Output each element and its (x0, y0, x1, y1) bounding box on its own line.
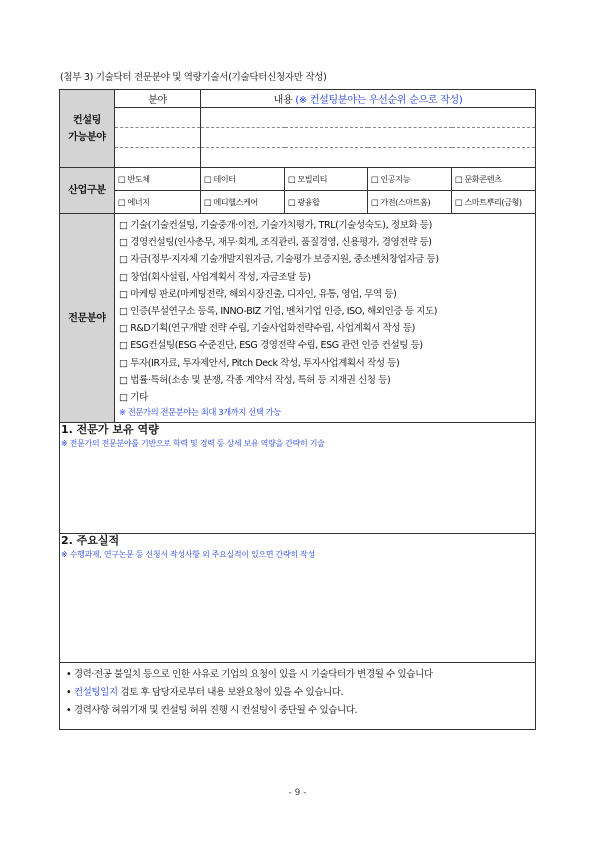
notice-item-2 (66, 684, 535, 702)
specialty-checkbox-rnd[interactable]: □ R&D기획(연구개발 전략 수립, 기술사업화전략수립, 사업계획서 작성 등) (119, 323, 415, 335)
achievements-note: ※ 수행과제, 연구논문 등 신청서 작성사항 외 주요실적이 있으면 간략히 작성 (61, 550, 315, 560)
specialty-row-label: 전문분야 (60, 214, 115, 423)
competency-section[interactable] (60, 423, 536, 534)
specialty-checkbox-certification[interactable]: □ 인증(부설연구소 등록, INNO-BIZ 기업, 벤처기업 인증, ISO, 해외인증 등 지도) (119, 306, 438, 318)
col-header-content-label: 내용 (273, 95, 293, 106)
consulting-label-line2: 가능분야 (68, 131, 106, 143)
consulting-log-link[interactable]: 컨설팅일지 (73, 687, 118, 699)
industry-checkbox-mobility[interactable]: □ 모빌리티 (285, 168, 368, 191)
industry-checkbox-ai[interactable]: □ 인공지능 (368, 168, 452, 191)
document-caption: (첨부 3) 기술닥터 전문분야 및 역량기술서(기술닥터신청자만 작성) (60, 72, 327, 83)
industry-checkbox-semiconductor[interactable]: □ 반도체 (115, 168, 201, 191)
col-header-content (201, 90, 536, 108)
achievements-section[interactable] (60, 534, 536, 663)
competency-note: ※ 전문가의 전문분야를 기반으로 학력 및 경력 등 상세 보유 역량을 간략히 기술 (61, 439, 325, 449)
notice-item-1: • 경력·전공 불일치 등으로 인한 사유로 기업의 요청이 있을 시 기술닥터가 변경될 수 있습니다 (66, 669, 433, 681)
col-header-content-note: (※ 컨설팅분야는 우선순위 순으로 작성) (295, 95, 463, 106)
page-number: - 9 - (288, 788, 307, 798)
industry-checkbox-medi-healthcare[interactable]: □ 메디헬스케어 (201, 191, 285, 214)
industry-checkbox-smart-root[interactable]: □ 스마트뿌리(금형) (452, 191, 536, 214)
specialty-checkbox-other[interactable]: □ 기타 (119, 392, 148, 404)
industry-checkbox-data[interactable]: □ 데이터 (201, 168, 285, 191)
consulting-content-input-2[interactable] (201, 128, 536, 148)
specialty-checkbox-list (115, 214, 536, 423)
specialty-checkbox-investment[interactable]: □ 투자(IR자료, 투자제안서, Pitch Deck 작성, 투자사업계획서 작성 등) (119, 357, 400, 369)
industry-checkbox-culture-content[interactable]: □ 문화콘텐츠 (452, 168, 536, 191)
specialty-checkbox-esg[interactable]: □ ESG컨설팅(ESG 수준진단, ESG 경영전략 수립, ESG 관련 인증 컨설팅 등) (119, 340, 423, 352)
industry-checkbox-photonics[interactable]: □ 광융합 (285, 191, 368, 214)
consulting-field-input-2[interactable] (115, 128, 201, 148)
specialty-checkbox-marketing[interactable]: □ 마케팅 판로(마케팅전략, 해외시장진출, 디자인, 유통, 영업, 무역 등) (119, 288, 397, 300)
industry-row-label: 산업구분 (60, 168, 115, 214)
achievements-title: 2. 주요실적 (61, 534, 120, 548)
consulting-row-label (60, 90, 115, 168)
competency-title: 1. 전문가 보유 역량 (61, 423, 159, 437)
specialty-note: ※ 전문가의 전문분야는 최대 3개까지 선택 가능 (119, 407, 281, 418)
application-form-table (59, 89, 536, 730)
col-header-field: 분야 (115, 90, 201, 108)
consulting-label-line1: 컨설팅 (72, 114, 102, 126)
consulting-content-input-3[interactable] (201, 148, 536, 168)
specialty-checkbox-management[interactable]: □ 경영컨설팅(인사총무, 재무·회계, 조직관리, 품질경영, 신용평가, 경영전략 등) (119, 237, 432, 249)
consulting-field-input-1[interactable] (115, 108, 201, 128)
notice-box (60, 663, 536, 730)
notice-bullet: • (66, 687, 74, 699)
specialty-checkbox-legal-patent[interactable]: □ 법률·특허(소송 및 분쟁, 각종 계약서 작성, 특허 등 지재권 신청 등) (119, 374, 391, 386)
specialty-checkbox-startup[interactable]: □ 창업(회사설립, 사업계획서 작성, 자금조달 등) (119, 271, 311, 283)
notice-item-2-text: 검토 후 담당자로부터 내용 보완요청이 있을 수 있습니다. (117, 687, 344, 699)
consulting-content-input-1[interactable] (201, 108, 536, 128)
notice-item-3: • 경력사항 허위기재 및 컨설팅 허위 진행 시 컨설팅이 중단될 수 있습니다. (66, 705, 358, 717)
specialty-checkbox-tech[interactable]: □ 기술(기술컨설팅, 기술중개·이전, 기술가치평가, TRL(기술성숙도), 정보화 등) (119, 220, 432, 231)
consulting-field-input-3[interactable] (115, 148, 201, 168)
specialty-checkbox-funding[interactable]: □ 자금(정부·지자체 기술개발지원자금, 기술평가 보증지원, 중소벤처창업자금 등) (119, 254, 439, 266)
industry-checkbox-energy[interactable]: □ 에너지 (115, 191, 201, 214)
industry-checkbox-smart-home[interactable]: □ 가전(스마트홈) (368, 191, 452, 214)
